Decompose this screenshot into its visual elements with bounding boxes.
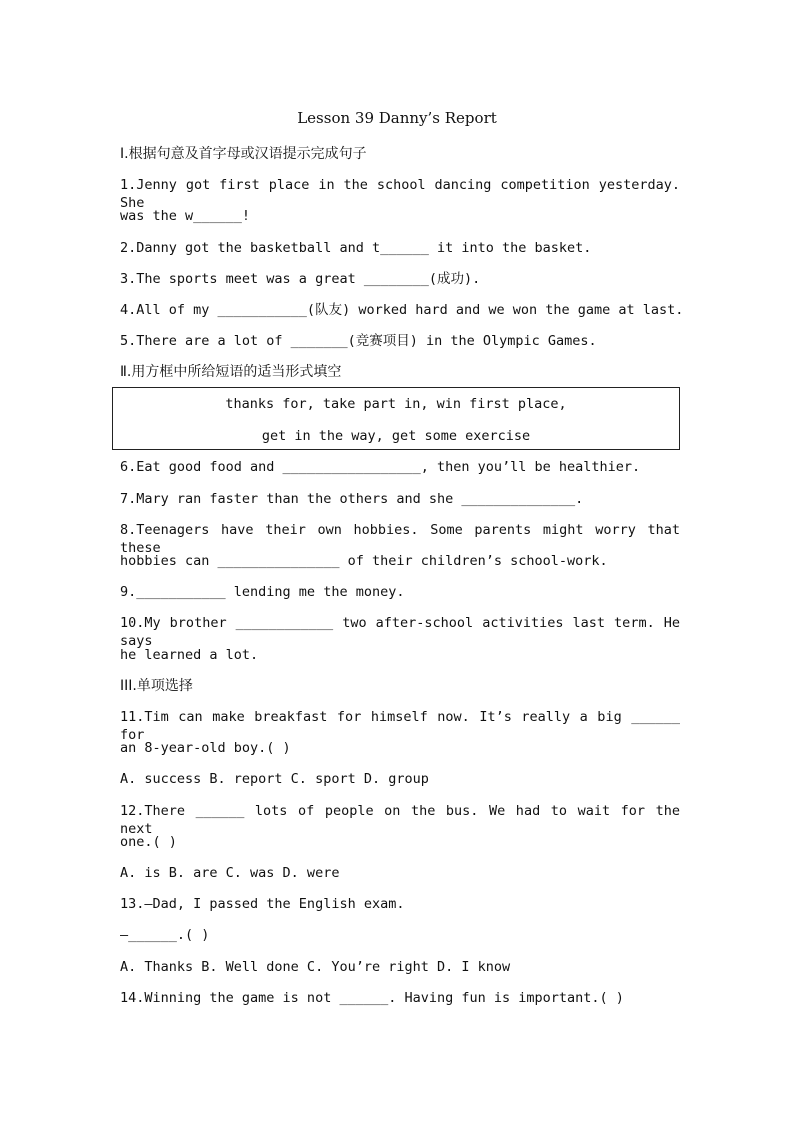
question-7: 7.Mary ran faster than the others and she ______________. [120,491,584,507]
question-14: 14.Winning the game is not ______. Having fun is important.( ) [120,990,624,1006]
question-6: 6.Eat good food and _________________, then you’ll be healthier. [120,459,641,475]
question-12-options: A. is B. are C. was D. were [120,865,340,881]
question-1-line-1: 1.Jenny got first place in the school dancing competition yesterday. She [120,177,680,211]
question-8-line-1: 8.Teenagers have their own hobbies. Some parents might worry that these [120,522,680,556]
question-11-line-2: an 8-year-old boy.( ) [120,740,291,756]
question-4: 4.All of my ___________(队友) worked hard and we won the game at last. [120,302,684,318]
question-8-line-2: hobbies can _______________ of their children’s school-work. [120,553,608,569]
question-2: 2.Danny got the basketball and t______ it into the basket. [120,240,592,256]
page-title: Lesson 39 Danny’s Report [297,109,497,127]
question-10-line-1: 10.My brother ____________ two after-school activities last term. He says [120,615,680,649]
question-11-line-1: 11.Tim can make breakfast for himself now. It’s really a big ______ for [120,709,680,743]
question-13-options: A. Thanks B. Well done C. You’re right D. I know [120,959,511,975]
question-12-line-1: 12.There ______ lots of people on the bus. We had to wait for the next [120,803,680,837]
phrase-box-line-1: thanks for, take part in, win first place, [225,396,567,412]
question-10-line-2: he learned a lot. [120,647,259,663]
question-13-line-1: 13.—Dad, I passed the English exam. [120,896,405,912]
phrase-box-line-2: get in the way, get some exercise [261,428,531,444]
question-13-line-2: —______.( ) [120,927,210,943]
question-3: 3.The sports meet was a great ________(成功). [120,271,481,287]
question-9: 9.___________ lending me the money. [120,584,405,600]
question-1-line-2: was the w______! [120,208,251,224]
phrase-box [112,387,680,450]
section-1-heading: Ⅰ.根据句意及首字母或汉语提示完成句子 [120,146,367,162]
section-2-heading: Ⅱ.用方框中所给短语的适当形式填空 [120,364,342,380]
section-3-heading: III.单项选择 [120,678,193,694]
question-11-options: A. success B. report C. sport D. group [120,771,429,787]
question-12-line-2: one.( ) [120,834,177,850]
question-5: 5.There are a lot of _______(竞赛项目) in the Olympic Games. [120,333,597,349]
